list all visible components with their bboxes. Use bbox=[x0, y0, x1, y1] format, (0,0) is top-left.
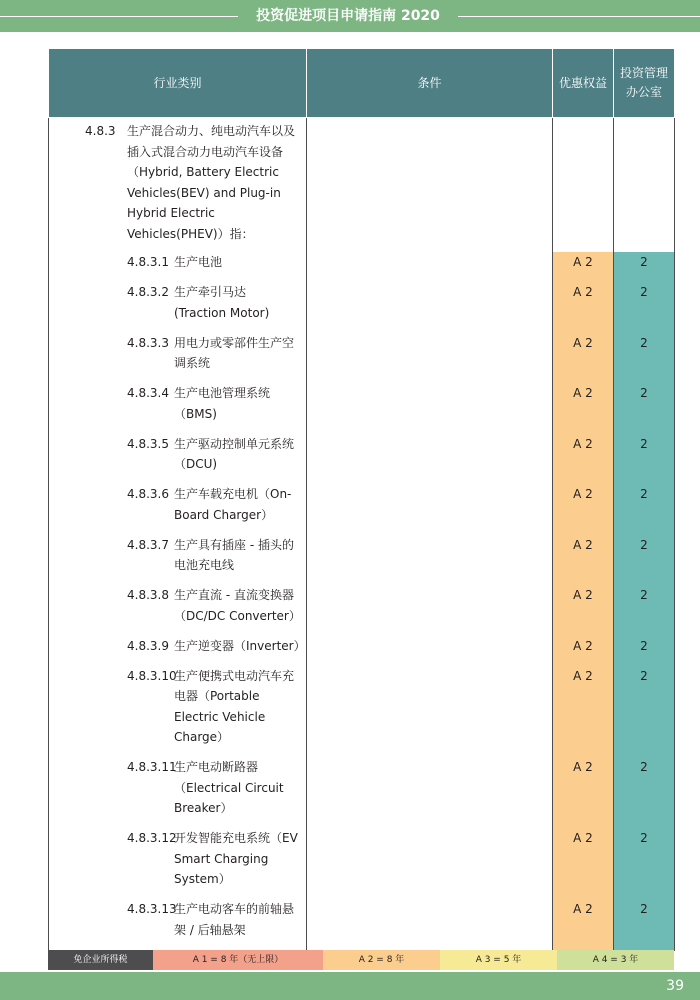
item-text: 生产车载充电机（On-Board Charger） bbox=[174, 487, 292, 522]
item-text: 生产牵引马达 (Traction Motor) bbox=[174, 285, 270, 320]
item-text: 生产电动客车的前轴悬架 / 后轴悬架 bbox=[174, 902, 295, 937]
section-row bbox=[49, 118, 675, 253]
industry-cell bbox=[49, 535, 307, 586]
office-cell: 2 bbox=[614, 333, 675, 384]
condition-cell bbox=[307, 383, 553, 434]
industry-cell bbox=[49, 333, 307, 384]
section-cell bbox=[49, 118, 307, 253]
item-number: 4.8.3.1 bbox=[127, 255, 169, 269]
office-cell: 2 bbox=[614, 434, 675, 485]
footer-band bbox=[0, 972, 700, 1000]
office-cell: 2 bbox=[614, 383, 675, 434]
condition-cell bbox=[307, 828, 553, 899]
item-number: 4.8.3.5 bbox=[127, 436, 169, 451]
privilege-cell: A 2 bbox=[553, 636, 614, 666]
industry-cell bbox=[49, 899, 307, 950]
condition-cell bbox=[307, 666, 553, 758]
item-text: 生产电池管理系统（BMS) bbox=[174, 386, 271, 421]
condition-cell bbox=[307, 484, 553, 535]
privilege-cell bbox=[553, 118, 614, 253]
incentive-table bbox=[48, 48, 675, 951]
office-cell: 2 bbox=[614, 666, 675, 758]
item-text: 生产逆变器（Inverter） bbox=[174, 638, 306, 653]
privilege-cell: A 2 bbox=[553, 899, 614, 950]
condition-cell bbox=[307, 757, 553, 828]
section-number: 4.8.3 bbox=[85, 124, 116, 138]
item-text: 生产电池 bbox=[174, 255, 223, 269]
legend-a3: A 3 = 5 年 bbox=[440, 950, 557, 970]
privilege-cell: A 2 bbox=[553, 757, 614, 828]
office-cell: 2 bbox=[614, 252, 675, 282]
privilege-cell: A 2 bbox=[553, 535, 614, 586]
industry-cell bbox=[49, 252, 307, 282]
item-number: 4.8.3.8 bbox=[127, 588, 169, 602]
condition-cell bbox=[307, 434, 553, 485]
office-cell: 2 bbox=[614, 828, 675, 899]
industry-cell bbox=[49, 757, 307, 828]
item-text: 生产驱动控制单元系统（DCU) bbox=[174, 436, 295, 471]
office-cell: 2 bbox=[614, 282, 675, 333]
table-row bbox=[49, 434, 675, 485]
condition-cell bbox=[307, 585, 553, 636]
item-number: 4.8.3.11 bbox=[127, 760, 177, 774]
legend-tax: 免企业所得税 bbox=[48, 950, 153, 970]
office-cell: 2 bbox=[614, 535, 675, 586]
column-header-industry: 行业类别 bbox=[49, 49, 307, 118]
item-text: 生产电动断路器（Electrical Circuit Breaker） bbox=[174, 760, 284, 815]
item-text: 生产直流 - 直流变换器（DC/DC Converter） bbox=[174, 588, 301, 623]
condition-cell bbox=[307, 636, 553, 666]
legend-a1: A 1 = 8 年（无上限） bbox=[153, 950, 323, 970]
industry-cell bbox=[49, 484, 307, 535]
item-text: 开发智能充电系统（EV Smart Charging System） bbox=[174, 831, 298, 886]
item-number: 4.8.3.9 bbox=[127, 638, 169, 653]
item-text: 生产便携式电动汽车充电器（Portable Electric Vehicle Charge） bbox=[174, 668, 295, 744]
industry-cell bbox=[49, 636, 307, 666]
condition-cell bbox=[307, 282, 553, 333]
industry-cell bbox=[49, 828, 307, 899]
item-number: 4.8.3.6 bbox=[127, 487, 169, 501]
header-rule-right bbox=[458, 16, 700, 17]
table-row bbox=[49, 333, 675, 384]
condition-cell bbox=[307, 535, 553, 586]
industry-cell bbox=[49, 666, 307, 758]
item-number: 4.8.3.10 bbox=[127, 668, 177, 683]
condition-cell bbox=[307, 333, 553, 384]
privilege-cell: A 2 bbox=[553, 585, 614, 636]
office-cell: 2 bbox=[614, 484, 675, 535]
privilege-cell: A 2 bbox=[553, 333, 614, 384]
table-row bbox=[49, 535, 675, 586]
table-row bbox=[49, 383, 675, 434]
table-row bbox=[49, 899, 675, 950]
item-text: 生产具有插座 - 插头的电池充电线 bbox=[174, 537, 294, 572]
table-row bbox=[49, 484, 675, 535]
condition-cell bbox=[307, 118, 553, 253]
industry-cell bbox=[49, 585, 307, 636]
legend-bar bbox=[48, 950, 674, 970]
item-number: 4.8.3.4 bbox=[127, 386, 169, 400]
condition-cell bbox=[307, 899, 553, 950]
item-number: 4.8.3.2 bbox=[127, 285, 169, 299]
table-row bbox=[49, 828, 675, 899]
office-cell: 2 bbox=[614, 899, 675, 950]
item-number: 4.8.3.3 bbox=[127, 335, 169, 350]
item-number: 4.8.3.13 bbox=[127, 902, 177, 916]
privilege-cell: A 2 bbox=[553, 434, 614, 485]
office-cell bbox=[614, 118, 675, 253]
office-cell: 2 bbox=[614, 585, 675, 636]
legend-a4: A 4 = 3 年 bbox=[557, 950, 674, 970]
office-cell: 2 bbox=[614, 757, 675, 828]
privilege-cell: A 2 bbox=[553, 828, 614, 899]
table-row bbox=[49, 636, 675, 666]
privilege-cell: A 2 bbox=[553, 252, 614, 282]
table-row bbox=[49, 757, 675, 828]
privilege-cell: A 2 bbox=[553, 282, 614, 333]
table-row bbox=[49, 282, 675, 333]
privilege-cell: A 2 bbox=[553, 666, 614, 758]
column-header-privilege: 优惠权益 bbox=[553, 49, 614, 118]
table-header-row bbox=[49, 49, 675, 118]
table-row bbox=[49, 585, 675, 636]
legend-a2: A 2 = 8 年 bbox=[323, 950, 440, 970]
table-row bbox=[49, 666, 675, 758]
header-rule-left bbox=[0, 16, 238, 17]
industry-cell bbox=[49, 383, 307, 434]
privilege-cell: A 2 bbox=[553, 484, 614, 535]
page-number: 39 bbox=[666, 978, 684, 994]
table-row bbox=[49, 252, 675, 282]
privilege-cell: A 2 bbox=[553, 383, 614, 434]
condition-cell bbox=[307, 252, 553, 282]
section-text: 生产混合动力、纯电动汽车以及插入式混合动力电动汽车设备（Hybrid, Battery Electric Vehicles(BEV) and Plug-in Hybrid Electric Vehicles(PHEV)）指： bbox=[127, 124, 296, 241]
industry-cell bbox=[49, 282, 307, 333]
industry-cell bbox=[49, 434, 307, 485]
item-text: 用电力或零部件生产空调系统 bbox=[174, 335, 295, 370]
item-number: 4.8.3.12 bbox=[127, 831, 177, 845]
document-title: 投资促进项目申请指南 2020 bbox=[256, 8, 440, 24]
office-cell: 2 bbox=[614, 636, 675, 666]
item-number: 4.8.3.7 bbox=[127, 537, 169, 552]
column-header-condition: 条件 bbox=[307, 49, 553, 118]
column-header-office: 投资管理办公室 bbox=[614, 49, 675, 118]
